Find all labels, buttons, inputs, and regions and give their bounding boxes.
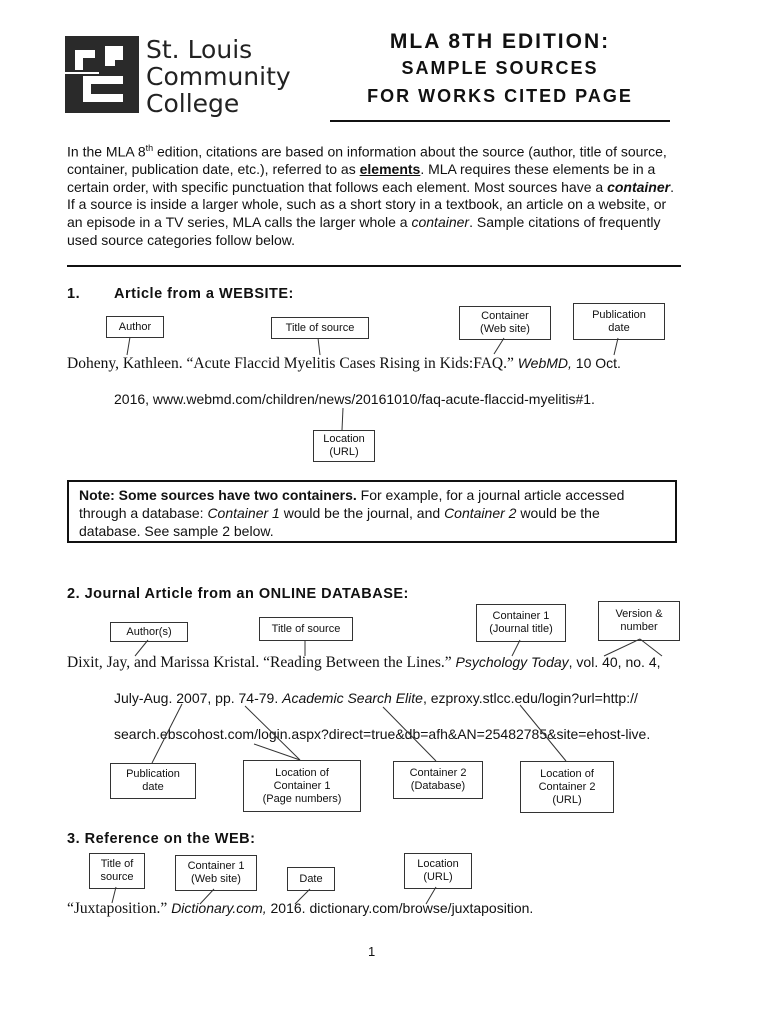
connector-location-1b (254, 744, 300, 760)
connector-version (604, 639, 640, 656)
label-location-container-1: Location of Container 1 (Page numbers) (243, 760, 361, 812)
page-subtitle-2: FOR WORKS CITED PAGE (367, 86, 633, 106)
label-title-of-source: Title of source (271, 317, 369, 339)
label-title-of-source-2: Title of source (259, 617, 353, 641)
connector-authors (135, 640, 148, 656)
citation-2-line-1: Dixit, Jay, and Marissa Kristal. “Reading Between the Lines.” Psychology Today, vol. 40, no. 4, (67, 654, 661, 671)
label-location-url: Location (URL) (313, 430, 375, 462)
label-publication-date-2: Publication date (110, 763, 196, 799)
page-title: MLA 8TH EDITION: (389, 30, 611, 53)
label-title-of-source-3: Title of source (89, 853, 145, 889)
connector-location (342, 408, 343, 430)
section-2-title: 2. Journal Article from an ONLINE DATABASE: (67, 586, 409, 602)
label-container-website: Container (Web site) (459, 306, 551, 340)
connector-title-3 (112, 887, 116, 903)
page-number: 1 (368, 944, 376, 959)
label-container-1-website: Container 1 (Web site) (175, 855, 257, 891)
connector-container-1 (512, 640, 520, 656)
citation-1-line-2: 2016, www.webmd.com/children/news/20161010/faq-acute-flaccid-myelitis#1. (114, 391, 595, 407)
label-version-number: Version & number (598, 601, 680, 641)
label-author: Author (106, 316, 164, 338)
section-1-title: Article from a WEBSITE: (114, 286, 294, 302)
citation-2-line-2: July-Aug. 2007, pp. 74-79. Academic Search Elite, ezproxy.stlcc.edu/login?url=http:// (114, 690, 638, 706)
connector-container-3 (200, 889, 214, 904)
connector-location-1 (245, 706, 300, 760)
connector-date (295, 889, 310, 904)
college-logo-text: St. Louis Community College (146, 35, 291, 118)
section-1-number: 1. (67, 286, 81, 302)
page-subtitle: SAMPLE SOURCES (401, 58, 599, 78)
label-authors: Author(s) (110, 622, 188, 642)
label-date: Date (287, 867, 335, 891)
label-container-1-journal: Container 1 (Journal title) (476, 604, 566, 642)
connector-container (494, 338, 504, 354)
connector-author (127, 337, 130, 355)
connector-version-2 (640, 639, 662, 656)
connector-container-2 (383, 707, 436, 761)
connector-pubdate-2 (152, 704, 182, 763)
citation-3: “Juxtaposition.” Dictionary.com, 2016. dictionary.com/browse/juxtaposition. (67, 900, 534, 917)
label-location-container-2: Location of Container 2 (URL) (520, 761, 614, 813)
section-3-title: 3. Reference on the WEB: (67, 831, 256, 847)
connector-title (318, 338, 320, 355)
connector-pubdate (614, 338, 618, 355)
note-box: Note: Some sources have two containers. For example, for a journal article accessed through a database: Container 1 would be the journal, and Container 2 would be the database. See sample 2 below. (67, 480, 677, 543)
label-location-url-3: Location (URL) (404, 853, 472, 889)
intro-paragraph: In the MLA 8th edition, citations are based on information about the source (author, title of source, container, publication date, etc.), referred to as elements. MLA requires these elements be in a certain order, with specific punctuation that follows each element. Most sources have a container. If a source is inside a larger whole, such as a short story in a textbook, an article on a website, or an episode in a TV series, MLA calls the larger whole a container. Sample citations of frequently used source categories follow below. (67, 143, 674, 248)
label-publication-date: Publication date (573, 303, 665, 340)
citation-1-line-1: Doheny, Kathleen. “Acute Flaccid Myelitis Cases Rising in Kids:FAQ.” WebMD, 10 Oct. (67, 355, 621, 372)
connector-location-2 (520, 705, 566, 761)
label-container-2-database: Container 2 (Database) (393, 761, 483, 799)
connector-location-3 (426, 887, 436, 904)
citation-2-line-3: search.ebscohost.com/login.aspx?direct=true&db=afh&AN=25482785&site=ehost-live. (114, 726, 651, 742)
